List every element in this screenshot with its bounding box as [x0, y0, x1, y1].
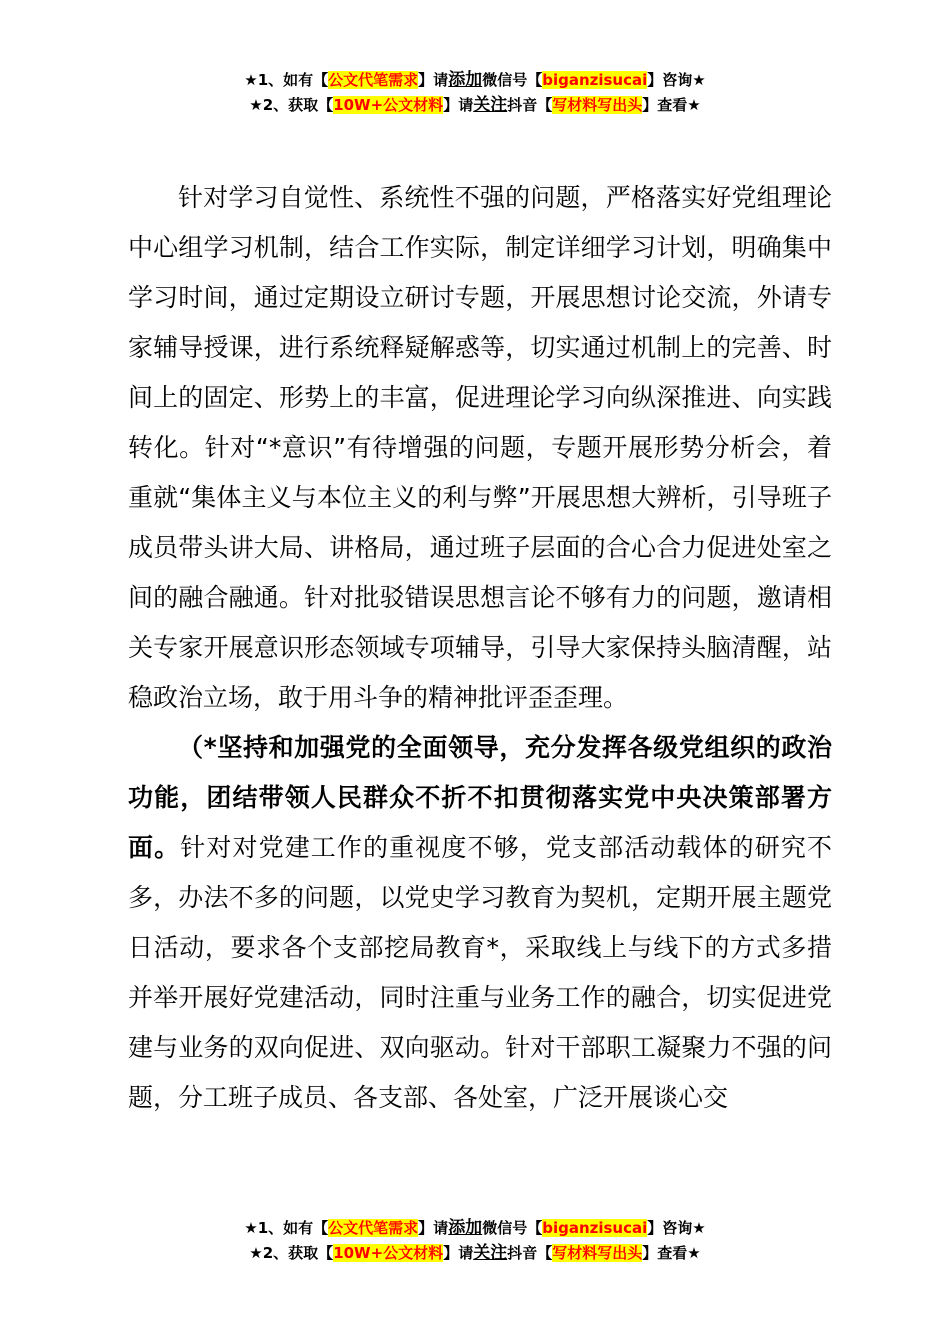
- banner-text: ★2、获取【: [249, 1244, 334, 1262]
- emphasis-text: 添加: [448, 1218, 483, 1238]
- paragraph-1: 针对学习自觉性、系统性不强的问题，严格落实好党组理论中心组学习机制，结合工作实际，制定详细学习计划，明确集中学习时间，通过定期设立研讨专题，开展思想讨论交流，外请专家辅导授课，进行系统释疑解惑等，切实通过机制上的完善、时间上的固定、形势上的丰富，促进理论学习向纵深推进、向实践转化。针对“*意识”有待增强的问题，专题开展形势分析会，着重就“集体主义与本位主义的利与弊”开展思想大辨析，引导班子成员带头讲大局、讲格局，通过班子层面的合心合力促进处室之间的融合融通。针对批驳错误思想言论不够有力的问题，邀请相关专家开展意识形态领域专项辅导，引导大家保持头脑清醒，站稳政治立场，敢于用斗争的精神批评歪歪理。: [128, 183, 832, 712]
- emphasis-text: 添加: [448, 70, 483, 90]
- banner-text: 】请: [443, 96, 474, 114]
- paragraph-2: [128, 723, 832, 1123]
- banner-text: 】请: [418, 71, 449, 89]
- emphasis-text: 关注: [473, 1243, 508, 1263]
- banner-text: 抖音【: [507, 96, 553, 114]
- highlight-text: 公文代笔需求: [328, 71, 419, 89]
- banner-text: 】请: [443, 1244, 474, 1262]
- highlight-text: 公文代笔需求: [328, 1219, 419, 1237]
- banner-text: ★2、获取【: [249, 96, 334, 114]
- banner-text: 抖音【: [507, 1244, 553, 1262]
- banner-text: 】查看★: [642, 1244, 701, 1262]
- banner-line-2: [0, 1241, 950, 1266]
- highlight-wechat-id: biganzisucai: [542, 71, 648, 89]
- banner-text: 】请: [418, 1219, 449, 1237]
- banner-line-1: [0, 1216, 950, 1241]
- footer-banner: [0, 1216, 950, 1266]
- document-body: [128, 173, 832, 1123]
- banner-text: 】咨询★: [647, 71, 706, 89]
- banner-text: 】咨询★: [647, 1219, 706, 1237]
- banner-text: 】查看★: [642, 96, 701, 114]
- paragraph-2-body: 针对对党建工作的重视度不够，党支部活动载体的研究不多，办法不多的问题，以党史学习教育为契机，定期开展主题党日活动，要求各个支部挖局教育*，采取线上与线下的方式多措并举开展好党建活动，同时注重与业务工作的融合，切实促进党建与业务的双向促进、双向驱动。针对干部职工凝聚力不强的问题，分工班子成员、各支部、各处室，广泛开展谈心交: [128, 833, 832, 1112]
- highlight-account: 写材料写出头: [552, 1244, 643, 1262]
- highlight-account: 写材料写出头: [552, 96, 643, 114]
- highlight-text: 10W+公文材料: [333, 96, 444, 114]
- banner-text: ★1、如有【: [244, 71, 329, 89]
- emphasis-text: 关注: [473, 95, 508, 115]
- section-heading: （*坚持和加强党的全面领导，充分发挥各级党组织的政治功能，团结带领人民群众不折不扣贯彻落实党中央决策部署方面。: [128, 733, 832, 862]
- banner-text: ★1、如有【: [244, 1219, 329, 1237]
- banner-text: 微信号【: [482, 71, 543, 89]
- header-banner: [0, 68, 950, 118]
- banner-text: 微信号【: [482, 1219, 543, 1237]
- banner-line-2: [0, 93, 950, 118]
- banner-line-1: [0, 68, 950, 93]
- highlight-wechat-id: biganzisucai: [542, 1219, 648, 1237]
- highlight-text: 10W+公文材料: [333, 1244, 444, 1262]
